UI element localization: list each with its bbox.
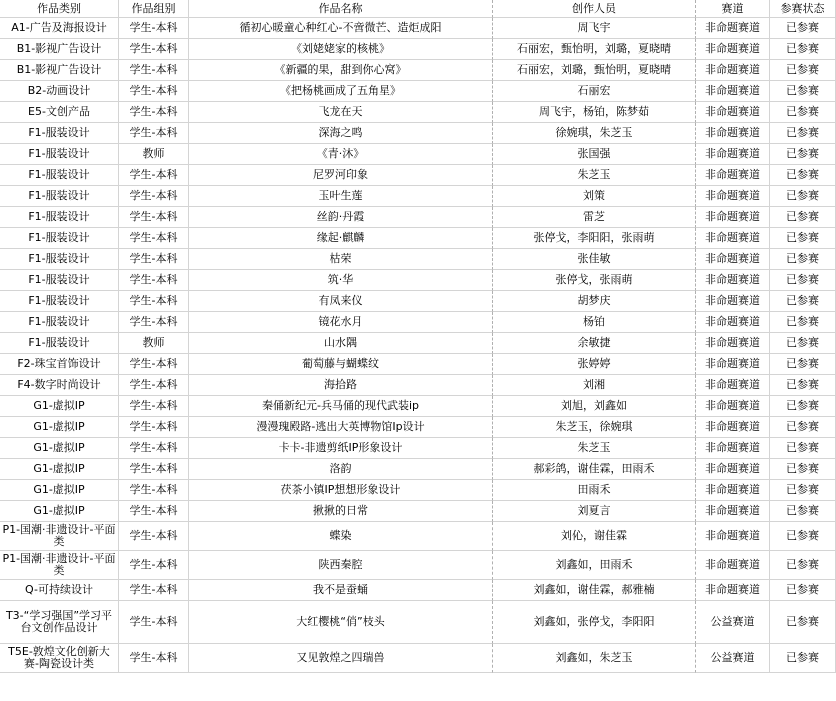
cell-creators: 朱芝玉，徐婉琪 [493, 417, 696, 438]
cell-work-name: 我不是蚕蛹 [189, 580, 493, 601]
cell-track: 非命题赛道 [696, 207, 770, 228]
cell-category: B2-动画设计 [0, 81, 119, 102]
cell-group: 学生-本科 [119, 501, 189, 522]
header-track: 赛道 [696, 0, 770, 18]
cell-category: F1-服装设计 [0, 249, 119, 270]
cell-category: G1-虚拟IP [0, 396, 119, 417]
cell-creators: 刘伈，谢佳霖 [493, 522, 696, 551]
cell-creators: 田雨禾 [493, 480, 696, 501]
cell-creators: 刘鑫如，朱芝玉 [493, 644, 696, 673]
cell-group: 学生-本科 [119, 459, 189, 480]
cell-work-name: 大红樱桃“俏”枝头 [189, 601, 493, 644]
cell-category: A1-广告及海报设计 [0, 18, 119, 39]
cell-work-name: 枯荣 [189, 249, 493, 270]
cell-work-name: 山水隅 [189, 333, 493, 354]
cell-track: 非命题赛道 [696, 165, 770, 186]
cell-work-name: 镜花水月 [189, 312, 493, 333]
cell-work-name: 筑·华 [189, 270, 493, 291]
cell-group: 学生-本科 [119, 291, 189, 312]
cell-work-name: 缘起·麒麟 [189, 228, 493, 249]
cell-track: 非命题赛道 [696, 375, 770, 396]
cell-creators: 张停戈，李阳阳，张雨萌 [493, 228, 696, 249]
cell-track: 非命题赛道 [696, 580, 770, 601]
cell-creators: 张停戈，张雨萌 [493, 270, 696, 291]
cell-group: 教师 [119, 333, 189, 354]
cell-work-name: 漫漫瑰殿路-逃出大英博物馆Ip设计 [189, 417, 493, 438]
cell-group: 学生-本科 [119, 417, 189, 438]
cell-creators: 郝彩鸽，谢佳霖，田雨禾 [493, 459, 696, 480]
cell-group: 学生-本科 [119, 551, 189, 580]
cell-category: F1-服装设计 [0, 228, 119, 249]
cell-track: 非命题赛道 [696, 459, 770, 480]
cell-status: 已参赛 [770, 459, 836, 480]
cell-group: 学生-本科 [119, 123, 189, 144]
cell-creators: 刘鑫如，谢佳霖，郝雅楠 [493, 580, 696, 601]
cell-category: G1-虚拟IP [0, 438, 119, 459]
cell-creators: 周飞宇 [493, 18, 696, 39]
cell-status: 已参赛 [770, 60, 836, 81]
cell-status: 已参赛 [770, 186, 836, 207]
cell-group: 学生-本科 [119, 312, 189, 333]
cell-track: 非命题赛道 [696, 480, 770, 501]
cell-category: F1-服装设计 [0, 291, 119, 312]
cell-status: 已参赛 [770, 18, 836, 39]
cell-work-name: 又见敦煌之四瑞兽 [189, 644, 493, 673]
cell-status: 已参赛 [770, 165, 836, 186]
cell-category: F1-服装设计 [0, 186, 119, 207]
cell-category: F2-珠宝首饰设计 [0, 354, 119, 375]
cell-track: 非命题赛道 [696, 438, 770, 459]
cell-group: 学生-本科 [119, 186, 189, 207]
cell-category: B1-影视广告设计 [0, 60, 119, 81]
cell-group: 学生-本科 [119, 39, 189, 60]
cell-status: 已参赛 [770, 375, 836, 396]
cell-group: 学生-本科 [119, 644, 189, 673]
header-work-name: 作品名称 [189, 0, 493, 18]
cell-work-name: 有凤来仪 [189, 291, 493, 312]
cell-status: 已参赛 [770, 312, 836, 333]
cell-group: 学生-本科 [119, 354, 189, 375]
cell-status: 已参赛 [770, 228, 836, 249]
cell-category: Q-可持续设计 [0, 580, 119, 601]
cell-track: 非命题赛道 [696, 81, 770, 102]
cell-work-name: 卡卡-非遗剪纸IP形象设计 [189, 438, 493, 459]
cell-group: 学生-本科 [119, 270, 189, 291]
cell-track: 非命题赛道 [696, 270, 770, 291]
cell-work-name: 飞龙在天 [189, 102, 493, 123]
cell-track: 公益赛道 [696, 601, 770, 644]
cell-group: 学生-本科 [119, 102, 189, 123]
cell-creators: 石丽宏，甄怡明，刘璐，夏晓晴 [493, 39, 696, 60]
cell-status: 已参赛 [770, 207, 836, 228]
cell-creators: 张国强 [493, 144, 696, 165]
header-group: 作品组别 [119, 0, 189, 18]
cell-track: 非命题赛道 [696, 186, 770, 207]
cell-creators: 刘策 [493, 186, 696, 207]
cell-status: 已参赛 [770, 551, 836, 580]
cell-work-name: 秦俑新纪元-兵马俑的现代武装ip [189, 396, 493, 417]
cell-track: 非命题赛道 [696, 417, 770, 438]
cell-work-name: 海拾路 [189, 375, 493, 396]
cell-category: F1-服装设计 [0, 312, 119, 333]
cell-group: 学生-本科 [119, 438, 189, 459]
cell-category: G1-虚拟IP [0, 480, 119, 501]
cell-track: 非命题赛道 [696, 396, 770, 417]
cell-group: 学生-本科 [119, 81, 189, 102]
cell-work-name: 循初心暖童心种红心-不啻微芒、造炬成阳 [189, 18, 493, 39]
header-creators: 创作人员 [493, 0, 696, 18]
cell-creators: 张佳敏 [493, 249, 696, 270]
cell-work-name: 《青·沐》 [189, 144, 493, 165]
cell-category: F1-服装设计 [0, 144, 119, 165]
cell-group: 学生-本科 [119, 396, 189, 417]
cell-status: 已参赛 [770, 249, 836, 270]
cell-work-name: 茯茶小镇IP想想形象设计 [189, 480, 493, 501]
cell-group: 学生-本科 [119, 480, 189, 501]
cell-group: 学生-本科 [119, 18, 189, 39]
cell-category: B1-影视广告设计 [0, 39, 119, 60]
cell-category: P1-国潮·非遗设计-平面类 [0, 551, 119, 580]
cell-track: 非命题赛道 [696, 228, 770, 249]
cell-group: 学生-本科 [119, 165, 189, 186]
cell-category: F1-服装设计 [0, 207, 119, 228]
cell-work-name: 深海之鸣 [189, 123, 493, 144]
cell-track: 公益赛道 [696, 644, 770, 673]
header-status: 参赛状态 [770, 0, 836, 18]
cell-work-name: 尼罗河印象 [189, 165, 493, 186]
cell-track: 非命题赛道 [696, 291, 770, 312]
cell-creators: 余敏捷 [493, 333, 696, 354]
cell-category: T5E-敦煌文化创新大赛-陶瓷设计类 [0, 644, 119, 673]
cell-category: F1-服装设计 [0, 123, 119, 144]
cell-creators: 刘旭，刘鑫如 [493, 396, 696, 417]
cell-group: 学生-本科 [119, 522, 189, 551]
cell-creators: 刘湘 [493, 375, 696, 396]
cell-track: 非命题赛道 [696, 312, 770, 333]
cell-creators: 周飞宇，杨铂，陈梦茹 [493, 102, 696, 123]
cell-work-name: 揪揪的日常 [189, 501, 493, 522]
cell-group: 学生-本科 [119, 580, 189, 601]
cell-category: G1-虚拟IP [0, 501, 119, 522]
cell-work-name: 葡萄藤与蝴蝶纹 [189, 354, 493, 375]
cell-category: G1-虚拟IP [0, 459, 119, 480]
cell-track: 非命题赛道 [696, 501, 770, 522]
cell-work-name: 丝韵·丹霞 [189, 207, 493, 228]
cell-status: 已参赛 [770, 396, 836, 417]
cell-group: 学生-本科 [119, 601, 189, 644]
cell-work-name: 《刘姥姥家的核桃》 [189, 39, 493, 60]
cell-category: E5-文创产品 [0, 102, 119, 123]
cell-status: 已参赛 [770, 501, 836, 522]
cell-work-name: 蝶染 [189, 522, 493, 551]
cell-category: F1-服装设计 [0, 270, 119, 291]
cell-track: 非命题赛道 [696, 102, 770, 123]
cell-status: 已参赛 [770, 438, 836, 459]
cell-track: 非命题赛道 [696, 60, 770, 81]
cell-track: 非命题赛道 [696, 18, 770, 39]
cell-creators: 刘鑫如，张停戈，李阳阳 [493, 601, 696, 644]
cell-track: 非命题赛道 [696, 551, 770, 580]
cell-creators: 石丽宏 [493, 81, 696, 102]
cell-group: 教师 [119, 144, 189, 165]
cell-creators: 石丽宏，刘璐，甄怡明，夏晓晴 [493, 60, 696, 81]
cell-status: 已参赛 [770, 39, 836, 60]
cell-status: 已参赛 [770, 601, 836, 644]
cell-category: G1-虚拟IP [0, 417, 119, 438]
cell-work-name: 玉叶生莲 [189, 186, 493, 207]
cell-status: 已参赛 [770, 480, 836, 501]
cell-creators: 雷芝 [493, 207, 696, 228]
cell-category: P1-国潮·非遗设计-平面类 [0, 522, 119, 551]
cell-status: 已参赛 [770, 123, 836, 144]
cell-group: 学生-本科 [119, 249, 189, 270]
cell-status: 已参赛 [770, 354, 836, 375]
cell-creators: 刘夏言 [493, 501, 696, 522]
cell-track: 非命题赛道 [696, 39, 770, 60]
cell-status: 已参赛 [770, 270, 836, 291]
cell-status: 已参赛 [770, 580, 836, 601]
header-category: 作品类别 [0, 0, 119, 18]
cell-creators: 刘鑫如，田雨禾 [493, 551, 696, 580]
cell-work-name: 《新疆的果，甜到你心窝》 [189, 60, 493, 81]
cell-work-name: 陕西秦腔 [189, 551, 493, 580]
cell-work-name: 洛韵 [189, 459, 493, 480]
cell-track: 非命题赛道 [696, 354, 770, 375]
cell-track: 非命题赛道 [696, 144, 770, 165]
cell-creators: 朱芝玉 [493, 438, 696, 459]
cell-category: F1-服装设计 [0, 333, 119, 354]
cell-creators: 张婷婷 [493, 354, 696, 375]
cell-group: 学生-本科 [119, 207, 189, 228]
cell-category: F4-数字时尚设计 [0, 375, 119, 396]
cell-creators: 朱芝玉 [493, 165, 696, 186]
cell-status: 已参赛 [770, 333, 836, 354]
cell-track: 非命题赛道 [696, 333, 770, 354]
cell-category: T3-“学习强国”学习平台文创作品设计 [0, 601, 119, 644]
cell-group: 学生-本科 [119, 375, 189, 396]
cell-work-name: 《把杨桃画成了五角星》 [189, 81, 493, 102]
cell-creators: 胡梦庆 [493, 291, 696, 312]
cell-group: 学生-本科 [119, 228, 189, 249]
cell-status: 已参赛 [770, 522, 836, 551]
cell-category: F1-服装设计 [0, 165, 119, 186]
cell-status: 已参赛 [770, 644, 836, 673]
cell-creators: 徐婉琪，朱芝玉 [493, 123, 696, 144]
cell-status: 已参赛 [770, 144, 836, 165]
cell-status: 已参赛 [770, 102, 836, 123]
cell-status: 已参赛 [770, 417, 836, 438]
cell-status: 已参赛 [770, 291, 836, 312]
cell-creators: 杨铂 [493, 312, 696, 333]
cell-track: 非命题赛道 [696, 249, 770, 270]
cell-track: 非命题赛道 [696, 522, 770, 551]
cell-track: 非命题赛道 [696, 123, 770, 144]
cell-group: 学生-本科 [119, 60, 189, 81]
cell-status: 已参赛 [770, 81, 836, 102]
